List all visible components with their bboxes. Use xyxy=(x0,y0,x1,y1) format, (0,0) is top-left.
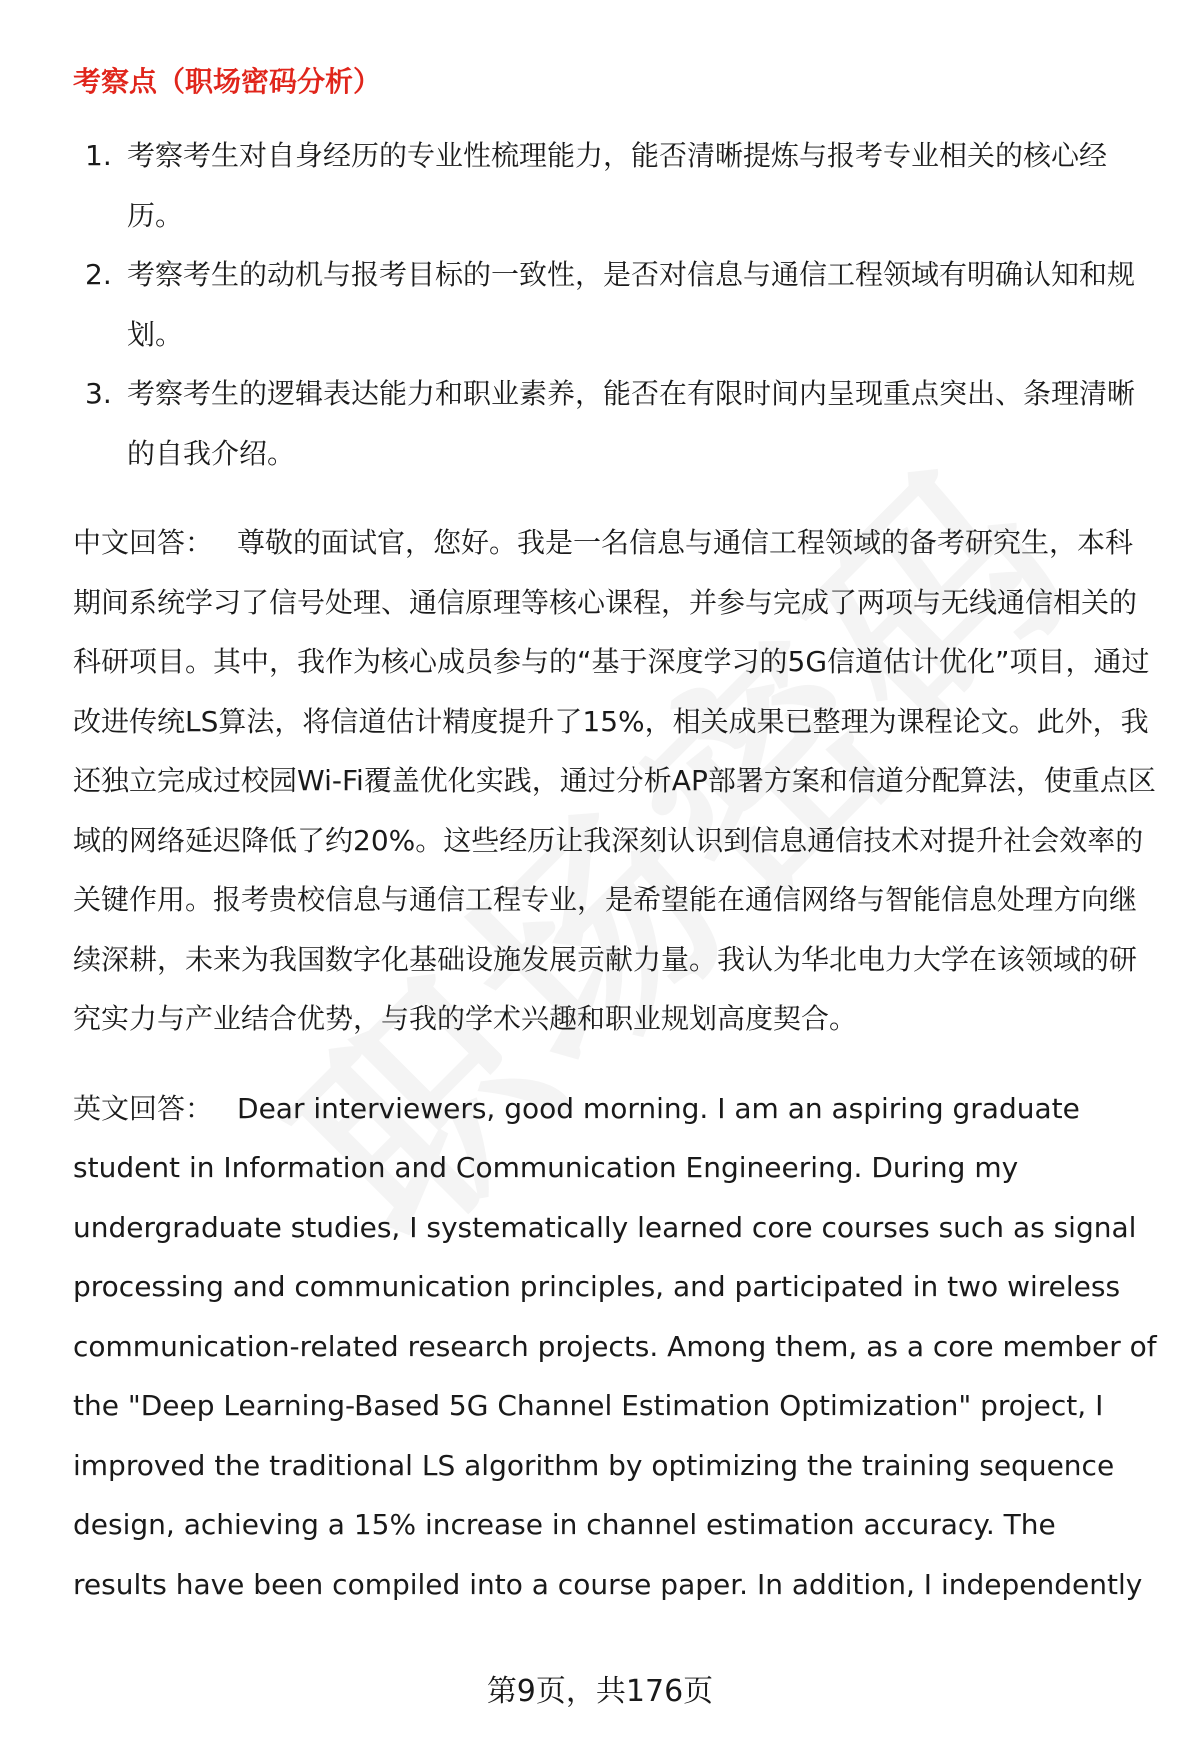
english-answer-text: Dear interviewers, good morning. I am an aspiring graduate student in Information and Communication Engineering. During my undergraduate studies, I systematically learned core courses such as signal processing and communication principles, and participated in two wireless communication-related research projects. Among them, as a core member of the "Deep Learning-Based 5G Channel Estimation Optimization" project, I improved the traditional LS algorithm by optimizing the training sequence design, achieving a 15% increase in channel estimation accuracy. The results have been compiled into a course paper. In addition, I independently xyxy=(73,1091,1157,1601)
point-number: 1. xyxy=(85,139,112,172)
point-text: 考察考生对自身经历的专业性梳理能力，能否清晰提炼与报考专业相关的核心经历。 xyxy=(127,139,1108,232)
point-text: 考察考生的动机与报考目标的一致性，是否对信息与通信工程领域有明确认知和规划。 xyxy=(127,258,1136,351)
chinese-answer xyxy=(73,513,1158,1049)
point-number: 3. xyxy=(85,377,112,410)
english-answer xyxy=(73,1079,1158,1615)
chinese-answer-label: 中文回答： xyxy=(73,526,214,559)
page-number: 第9页，共176页 xyxy=(486,1674,714,1709)
assessment-point xyxy=(73,126,1158,245)
point-text: 考察考生的逻辑表达能力和职业素养，能否在有限时间内呈现重点突出、条理清晰的自我介绍。 xyxy=(127,377,1136,470)
assessment-points-list xyxy=(73,126,1158,483)
section-title: 考察点（职场密码分析） xyxy=(73,65,382,98)
assessment-point xyxy=(73,364,1158,483)
chinese-answer-text: 尊敬的面试官，您好。我是一名信息与通信工程领域的备考研究生，本科期间系统学习了信号处理、通信原理等核心课程，并参与完成了两项与无线通信相关的科研项目。其中，我作为核心成员参与的“基于深度学习的5G信道估计优化”项目，通过改进传统LS算法，将信道估计精度提升了15%，相关成果已整理为课程论文。此外，我还独立完成过校园Wi-Fi覆盖优化实践，通过分析AP部署方案和信道分配算法，使重点区域的网络延迟降低了约20%。这些经历让我深刻认识到信息通信技术对提升社会效率的关键作用。报考贵校信息与通信工程专业，是希望能在通信网络与智能信息处理方向继续深耕，未来为我国数字化基础设施发展贡献力量。我认为华北电力大学在该领域的研究实力与产业结合优势，与我的学术兴趣和职业规划高度契合。 xyxy=(73,526,1156,1035)
point-number: 2. xyxy=(85,258,112,291)
assessment-point xyxy=(73,245,1158,364)
page-content xyxy=(73,58,1158,1614)
english-answer-label: 英文回答： xyxy=(73,1091,214,1125)
